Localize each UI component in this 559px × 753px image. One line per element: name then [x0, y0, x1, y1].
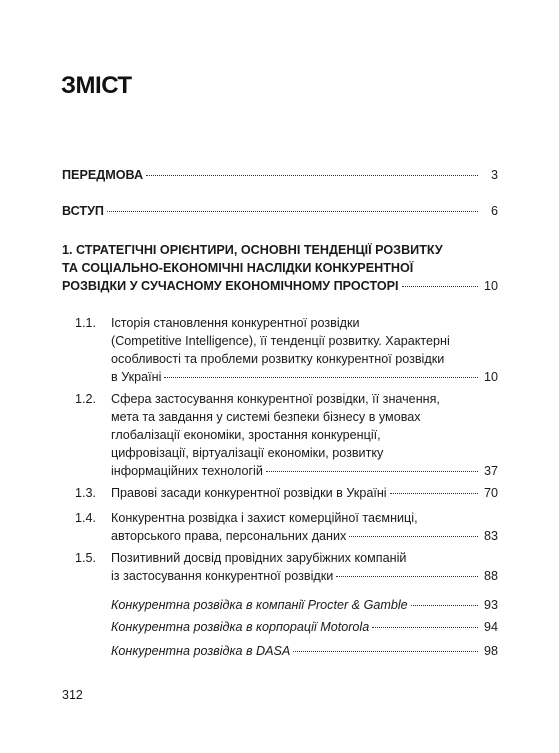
- toc-entry-line: інформаційних технологій: [111, 464, 263, 478]
- section-number: 1.2.: [75, 392, 97, 406]
- dot-leader: [390, 493, 478, 494]
- toc-subentry-dasa[interactable]: [111, 642, 498, 660]
- toc-entry-chapter-1[interactable]: [62, 241, 498, 295]
- toc-page-number: 88: [483, 569, 498, 583]
- toc-entry-line: із застосування конкурентної розвідки: [111, 569, 334, 583]
- toc-entry-intro[interactable]: [62, 202, 498, 220]
- toc-entry-line: 1. СТРАТЕГІЧНІ ОРІЄНТИРИ, ОСНОВНІ ТЕНДЕНЦІЇ РОЗВИТКУ: [62, 243, 443, 257]
- dot-leader: [293, 651, 478, 652]
- dot-leader: [336, 576, 478, 577]
- toc-page-number: 94: [483, 620, 498, 634]
- toc-entry-line: цифровізації, віртуалізації економіки, розвитку: [111, 446, 384, 460]
- toc-entry-1-5[interactable]: [75, 549, 498, 585]
- section-number: 1.1.: [75, 316, 97, 330]
- dot-leader: [164, 377, 478, 378]
- toc-entry-title: Конкурентна розвідка в DASA: [111, 644, 291, 658]
- dot-leader: [402, 286, 478, 287]
- section-number: 1.3.: [75, 486, 97, 500]
- dot-leader: [411, 605, 478, 606]
- toc-entry-preface[interactable]: [62, 166, 498, 184]
- toc-entry-1-2[interactable]: [75, 390, 498, 480]
- toc-page-number: 6: [490, 204, 498, 218]
- toc-page-number: 10: [483, 279, 498, 293]
- toc-entry-1-1[interactable]: [75, 314, 498, 386]
- dot-leader: [372, 627, 478, 628]
- page-number: 312: [62, 688, 83, 702]
- toc-entry-line: РОЗВІДКИ У СУЧАСНОМУ ЕКОНОМІЧНОМУ ПРОСТОРІ: [62, 279, 399, 293]
- toc-page-number: 83: [483, 529, 498, 543]
- toc-entry-1-3[interactable]: [75, 484, 498, 502]
- toc-entry-line: ТА СОЦІАЛЬНО-ЕКОНОМІЧНІ НАСЛІДКИ КОНКУРЕНТНОЇ: [62, 261, 414, 275]
- toc-page-number: 10: [483, 370, 498, 384]
- toc-page-number: 93: [483, 598, 498, 612]
- toc-entry-line: Конкурентна розвідка і захист комерційної таємниці,: [111, 511, 418, 525]
- toc-entry-title: Конкурентна розвідка в корпорації Motorola: [111, 620, 370, 634]
- toc-page-number: 70: [483, 486, 498, 500]
- toc-entry-line: в Україні: [111, 370, 162, 384]
- toc-subentry-motorola[interactable]: [111, 618, 498, 636]
- toc-page-number: 98: [483, 644, 498, 658]
- dot-leader: [266, 471, 478, 472]
- dot-leader: [349, 536, 478, 537]
- toc-entry-line: мета та завдання у системі безпеки бізнесу в умовах: [111, 410, 421, 424]
- page-title: ЗМІСТ: [61, 72, 132, 99]
- toc-entry-line: Історія становлення конкурентної розвідки: [111, 316, 360, 330]
- toc-entry-line: (Competitive Intelligence), її тенденції розвитку. Характерні: [111, 334, 450, 348]
- toc-entry-title: ПЕРЕДМОВА: [62, 168, 144, 182]
- dot-leader: [107, 211, 478, 212]
- toc-entry-line: Правові засади конкурентної розвідки в Україні: [111, 486, 387, 500]
- toc-entry-line: Сфера застосування конкурентної розвідки, її значення,: [111, 392, 440, 406]
- toc-entry-1-4[interactable]: [75, 509, 498, 545]
- toc-entry-line: особливості та проблеми розвитку конкурентної розвідки: [111, 352, 445, 366]
- toc-entry-line: Позитивний досвід провідних зарубіжних компаній: [111, 551, 407, 565]
- toc-entry-title: Конкурентна розвідка в компанії Procter & Gamble: [111, 598, 408, 612]
- toc-page-number: 37: [483, 464, 498, 478]
- section-number: 1.5.: [75, 551, 97, 565]
- section-number: 1.4.: [75, 511, 97, 525]
- toc-subentry-procter-gamble[interactable]: [111, 596, 498, 614]
- toc-entry-line: авторського права, персональних даних: [111, 529, 347, 543]
- toc-entry-line: глобалізації економіки, зростання конкуренції,: [111, 428, 381, 442]
- toc-entry-title: ВСТУП: [62, 204, 104, 218]
- toc-page-number: 3: [490, 168, 498, 182]
- dot-leader: [146, 175, 478, 176]
